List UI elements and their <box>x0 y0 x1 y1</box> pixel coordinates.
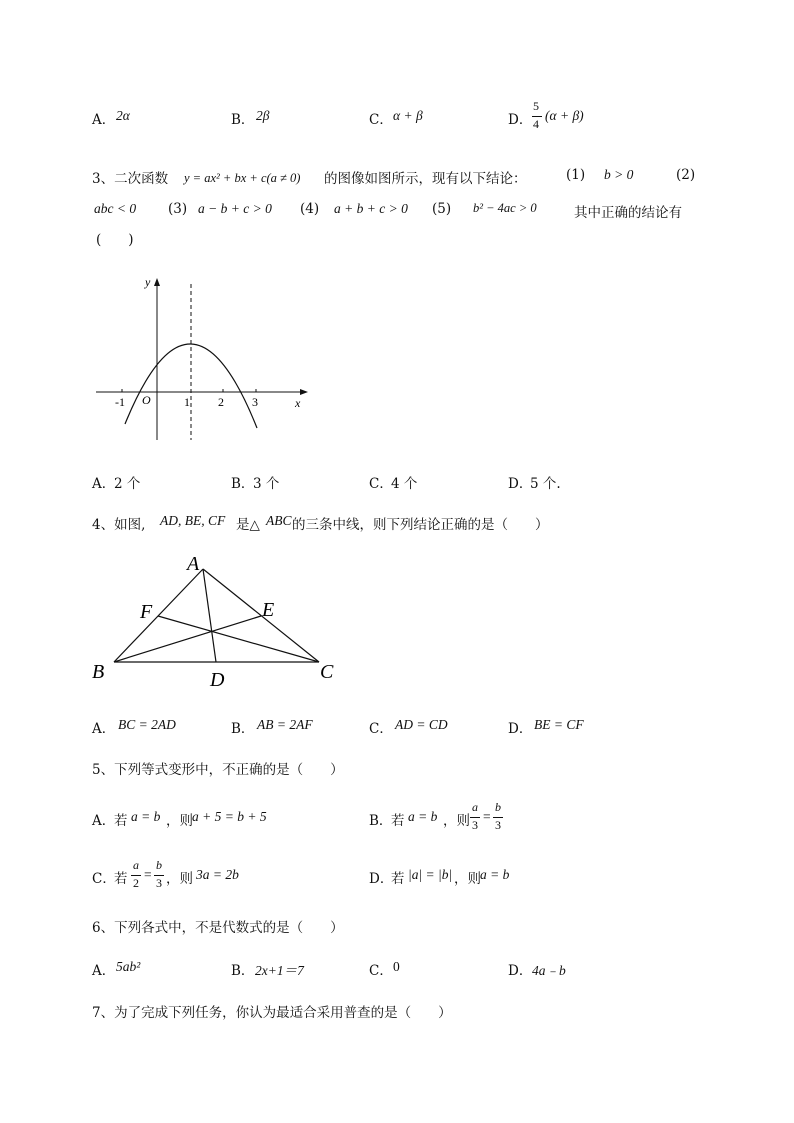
q3-option-c-text: 4 个 <box>391 476 418 492</box>
q2-option-d-label: D． <box>508 112 533 128</box>
q4-option-a-expr: BC = 2AD <box>118 717 176 732</box>
q3-text-1: 的图像如图所示，现有以下结论： <box>324 171 527 187</box>
q3-option-b-text: 3 个 <box>253 476 280 492</box>
q3-option-d-label: D． <box>508 476 533 492</box>
q2-option-b-expr: 2β <box>256 108 270 123</box>
q6-option-a-label: A． <box>92 963 116 979</box>
q5-option-b-e1: a = b <box>408 809 438 824</box>
q5-option-b-d2: 3 <box>495 818 501 832</box>
q3-function: y = ax² + bx + c(a ≠ 0) <box>184 171 301 185</box>
q3-option-a-text: 2 个 <box>114 476 141 492</box>
q5-option-a-e1: a = b <box>131 809 161 824</box>
q5-option-b-label: B． <box>369 813 393 829</box>
q5-option-c-n1: a <box>133 858 139 872</box>
point-d-label: D <box>210 669 225 691</box>
q5-option-c-e2: 3a = 2b <box>196 867 239 882</box>
vertex-b-label: B <box>92 661 105 683</box>
q2-option-d-num: 5 <box>533 99 539 113</box>
q3-option-c-label: C． <box>369 476 393 492</box>
q5-option-b-eq: = <box>483 809 491 824</box>
vertex-c-label: C <box>320 661 334 683</box>
q4-option-b-expr: AB = 2AF <box>257 717 313 732</box>
q6-option-d-expr: 4a﹣b <box>532 963 566 978</box>
q4-mid: 是△ <box>236 517 260 533</box>
q3-prefix: 3、二次函数 <box>92 171 169 187</box>
q5-option-b-t1: 若 <box>391 813 405 829</box>
vertex-a-label: A <box>187 553 200 575</box>
q5-option-d-e1: |a| = |b| <box>408 867 453 882</box>
q2-option-c-label: C． <box>369 112 393 128</box>
q3-c2-label: (2) <box>676 167 696 183</box>
q5-option-b-n2: b <box>495 800 501 814</box>
q5-option-d-label: D． <box>369 871 394 887</box>
q5-option-c-d2: 3 <box>156 876 162 890</box>
median-ad <box>203 569 216 662</box>
q4-triangle-figure <box>88 550 348 692</box>
tick-label-minus-1: -1 <box>115 395 125 409</box>
q2-option-d-expr: (α + β) <box>545 108 584 123</box>
q5-option-c-eq: = <box>144 867 152 882</box>
q4-segments: AD, BE, CF <box>160 513 226 528</box>
q3-c4: a + b + c > 0 <box>334 201 408 216</box>
q5-title: 5、下列等式变形中，不正确的是（ ） <box>92 762 344 778</box>
q5-option-a-e2: a + 5 = b + 5 <box>192 809 267 824</box>
q3-option-a-label: A． <box>92 476 116 492</box>
q2-option-c-expr: α + β <box>393 108 423 123</box>
q6-option-a-expr: 5ab² <box>116 959 141 974</box>
q4-option-d-label: D． <box>508 721 533 737</box>
q5-option-d-e2: a = b <box>480 867 510 882</box>
q5-option-b-n1: a <box>472 800 478 814</box>
q4-prefix: 4、如图, <box>92 517 146 533</box>
tick-label-3: 3 <box>252 395 258 409</box>
q6-option-d-label: D． <box>508 963 533 979</box>
q3-c3-label: (3) <box>168 201 188 217</box>
q3-c5-label: (5) <box>432 201 452 217</box>
q3-c2: abc < 0 <box>94 201 137 216</box>
q3-parabola-graph <box>90 268 320 448</box>
q5-option-c-d1: 2 <box>133 876 139 890</box>
q3-c3: a − b + c > 0 <box>198 201 272 216</box>
q2-option-d-den: 4 <box>533 117 539 131</box>
q5-option-c-t2: ，则 <box>166 871 193 887</box>
q3-c4-label: (4) <box>300 201 320 217</box>
origin-label: O <box>142 393 151 407</box>
q2-option-a-label: A． <box>92 112 116 128</box>
q3-c1: b > 0 <box>604 167 634 182</box>
q5-option-b-t2: ，则 <box>443 813 470 829</box>
point-f-label: F <box>140 601 153 623</box>
q2-option-b-label: B． <box>231 112 255 128</box>
side-ac <box>203 569 319 662</box>
q3-text-2: 其中正确的结论有 <box>574 205 682 221</box>
tick-label-1: 1 <box>184 395 190 409</box>
q4-option-c-label: C． <box>369 721 393 737</box>
q5-option-c-n2: b <box>156 858 162 872</box>
q4-option-d-expr: BE = CF <box>534 717 584 732</box>
q4-suffix: 的三条中线，则下列结论正确的是（ ） <box>292 517 549 533</box>
q4-option-b-label: B． <box>231 721 255 737</box>
q3-c1-label: (1) <box>566 167 586 183</box>
q7-title: 7、为了完成下列任务，你认为最适合采用普查的是（ ） <box>92 1005 452 1021</box>
point-e-label: E <box>262 599 275 621</box>
q6-option-c-label: C． <box>369 963 393 979</box>
q5-option-c-label: C． <box>92 871 116 887</box>
q3-answer-paren: ( ) <box>96 232 134 248</box>
q5-option-d-t2: ，则 <box>454 871 481 887</box>
q5-option-d-t1: 若 <box>391 871 405 887</box>
tick-label-2: 2 <box>218 395 224 409</box>
q4-triangle: ABC <box>266 513 292 528</box>
q5-option-a-t2: ，则 <box>166 813 193 829</box>
y-axis-label: y <box>145 275 151 289</box>
q5-option-c-t1: 若 <box>114 871 128 887</box>
q2-option-a-expr: 2α <box>116 108 130 123</box>
x-axis-label: x <box>295 396 301 410</box>
q5-option-a-label: A． <box>92 813 116 829</box>
q3-option-d-text: 5 个. <box>530 476 561 492</box>
q4-option-c-expr: AD = CD <box>395 717 448 732</box>
q4-option-a-label: A． <box>92 721 116 737</box>
q3-c5: b² − 4ac > 0 <box>473 201 537 215</box>
x-axis-arrow <box>300 389 308 395</box>
q3-option-b-label: B． <box>231 476 255 492</box>
q6-title: 6、下列各式中，不是代数式的是（ ） <box>92 920 344 936</box>
q6-option-b-label: B． <box>231 963 255 979</box>
q6-option-c-expr: 0 <box>393 959 400 974</box>
q5-option-b-d1: 3 <box>472 818 478 832</box>
q6-option-b-expr: 2x+1＝7 <box>255 963 304 978</box>
y-axis-arrow <box>154 278 160 286</box>
q5-option-a-t1: 若 <box>114 813 128 829</box>
